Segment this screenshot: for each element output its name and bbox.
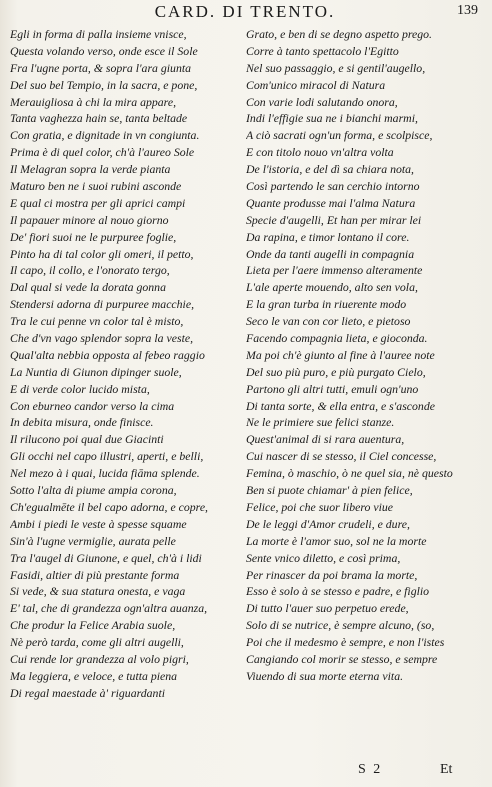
verse-line: Merauigliosa à chi la mira appare, <box>10 94 177 109</box>
verse-line: A ciò sacrati ogn'un forma, e scolpisce, <box>246 128 433 143</box>
left-verse-column <box>10 26 246 702</box>
verse-line: Onde da tanti augelli in compagnia <box>246 246 415 261</box>
verse-line: Nel mezo à i quai, lucida fiāma splende. <box>10 466 200 481</box>
verse-line: Femina, ò maschio, ò ne quel sia, nè questo <box>246 466 453 481</box>
verse-line: Sente vnico diletto, e così prima, <box>246 550 401 565</box>
verse-line: Tra l'augel di Giunone, e quel, ch'à i lidi <box>10 550 202 565</box>
verse-line: Grato, e ben di se degno aspetto prego. <box>246 27 432 41</box>
verse-line: E la gran turba in riuerente modo <box>246 297 407 312</box>
verse-line: Sin'à l'ugne vermiglie, aurata pelle <box>10 533 176 548</box>
verse-line: Sotto l'alta di piume ampia corona, <box>10 483 177 498</box>
verse-line: De' fiori suoi ne le purpuree foglie, <box>10 229 177 244</box>
verse-line: Con varie lodi salutando onora, <box>246 94 398 109</box>
verse-line: Cangiando col morir se stesso, e sempre <box>246 651 438 666</box>
verse-line: Corre à tanto spettacolo l'Egitto <box>246 43 399 58</box>
catchword: Et <box>440 762 453 777</box>
verse-line: E qual ci mostra per gli aprici campi <box>10 195 186 210</box>
verse-line: Quante produsse mai l'alma Natura <box>246 195 416 210</box>
verse-line: Da rapina, e timor lontano il core. <box>246 229 410 244</box>
verse-line: La Nuntia di Giunon dipinger suole, <box>10 364 182 379</box>
verse-line: Ben si puote chiamar' à pien felice, <box>246 483 413 498</box>
verse-line: Quest'animal di si rara auentura, <box>246 432 405 447</box>
verse-line: Maturo ben ne i suoi rubini asconde <box>10 179 182 194</box>
verse-line: Poi che il medesmo è sempre, e non l'istes <box>246 635 445 650</box>
verse-line: Questa volando verso, onde esce il Sole <box>10 43 198 58</box>
verse-line: Che d'vn vago splendor sopra la veste, <box>10 331 194 346</box>
verse-line: Ma leggiera, e veloce, e tutta piena <box>10 668 178 683</box>
verse-line: Gli occhi nel capo illustri, aperti, e belli, <box>10 449 204 464</box>
verse-line: Com'unico miracol di Natura <box>246 77 386 92</box>
verse-line: Fasidi, altier di più prestante forma <box>10 567 180 582</box>
verse-line: Solo di se nutrice, è sempre alcuno, (so, <box>246 618 435 633</box>
verse-line: Di regal maestade à' riguardanti <box>10 685 166 700</box>
verse-line: Indi l'effigie sua ne i bianchi marmi, <box>246 111 418 126</box>
verse-line: Cui rende lor grandezza al volo pigri, <box>10 651 189 666</box>
verse-line: Partono gli altri tutti, emuli ogn'uno <box>246 381 419 396</box>
verse-line: Seco le van con cor lieto, e pietoso <box>246 314 411 329</box>
verse-line: Si vede, & sua statura onesta, e vaga <box>10 584 186 599</box>
verse-line: Esso è solo à se stesso e padre, e figlio <box>246 584 430 599</box>
verse-line: La morte è l'amor suo, sol ne la morte <box>246 533 427 548</box>
verse-line: Facendo compagnia lieta, e gioconda. <box>246 331 428 346</box>
verse-line: L'ale aperte mouendo, alto sen vola, <box>246 280 418 295</box>
verse-line: Il capo, il collo, e l'onorato tergo, <box>10 263 170 278</box>
verse-line: Pinto ha di tal color gli omeri, il petto, <box>10 246 194 261</box>
verse-line: Tanta vaghezza hain se, tanta beltade <box>10 111 188 126</box>
verse-line: De l'istoria, e del dì sa chiara nota, <box>246 162 414 177</box>
verse-line: Così partendo le san cerchio intorno <box>246 179 420 194</box>
verse-line: Viuendo di sua morte eterna vita. <box>246 668 404 683</box>
verse-line: Stendersi adorna di purpuree macchie, <box>10 297 195 312</box>
verse-line: Dal qual si vede la dorata gonna <box>10 280 166 295</box>
verse-line: Qual'alta nebbia opposta al febeo raggio <box>10 347 205 362</box>
verse-line: Fra l'ugne porta, & sopra l'ara giunta <box>10 60 192 75</box>
verse-line: Ne le primiere sue felici stanze. <box>246 415 395 430</box>
verse-line: Ch'egualmēte il bel capo adorna, e copre, <box>10 499 209 514</box>
verse-line: De le leggi d'Amor crudeli, e dure, <box>246 516 410 531</box>
verse-line: Cui nascer di se stesso, il Ciel concesse, <box>246 449 437 464</box>
verse-line: Il papauer minore al nouo giorno <box>10 212 169 227</box>
verse-line: Tra le cui penne vn color tal è misto, <box>10 314 184 329</box>
verse-line: Il Melagran sopra la verde pianta <box>10 162 171 177</box>
verse-line: Lieta per l'aere immenso alteramente <box>246 263 423 278</box>
verse-line: E con titolo nouo vn'altra volta <box>246 145 394 160</box>
verse-line: Egli in forma di palla insieme vnisce, <box>10 27 187 41</box>
verse-line: Nel suo passaggio, e si gentil'augello, <box>246 60 426 75</box>
running-head: CARD. DI TRENTO. <box>154 2 336 21</box>
verse-line: E di verde color lucido mista, <box>10 381 150 396</box>
verse-line: E' tal, che di grandezza ogn'altra auanza, <box>10 601 208 616</box>
verse-line: Il rilucono poi qual due Giacinti <box>10 432 164 447</box>
verse-line: Del suo bel Tempio, in la sacra, e pone, <box>10 77 198 92</box>
verse-line: Con gratia, e dignitade in vn congiunta. <box>10 128 200 143</box>
verse-line: Ambi i piedi le veste à spesse squame <box>10 516 187 531</box>
signature-mark: S 2 <box>358 762 383 777</box>
verse-line: Ma poi ch'è giunto al fine à l'auree note <box>246 347 435 362</box>
verse-line: Nè però tarda, come gli altri augelli, <box>10 635 184 650</box>
verse-line: Di tutto l'auer suo perpetuo erede, <box>246 601 409 616</box>
verse-line: Per rinascer da poi brama la morte, <box>246 567 418 582</box>
verse-line: In debita misura, onde finisce. <box>10 415 154 430</box>
right-verse-column <box>246 26 484 685</box>
verse-line: Del suo più puro, e più purgato Cielo, <box>246 364 426 379</box>
page-number: 139 <box>457 3 478 18</box>
verse-line: Di tanta sorte, & ella entra, e s'asconde <box>246 398 435 413</box>
verse-line: Felice, poi che suor libero viue <box>246 499 393 514</box>
verse-line: Che produr la Felice Arabia suole, <box>10 618 176 633</box>
verse-line: Specie d'augelli, Et han per mirar lei <box>246 212 422 227</box>
verse-line: Prima è di quel color, ch'à l'aureo Sole <box>10 145 195 160</box>
verse-line: Con eburneo candor verso la cima <box>10 398 175 413</box>
